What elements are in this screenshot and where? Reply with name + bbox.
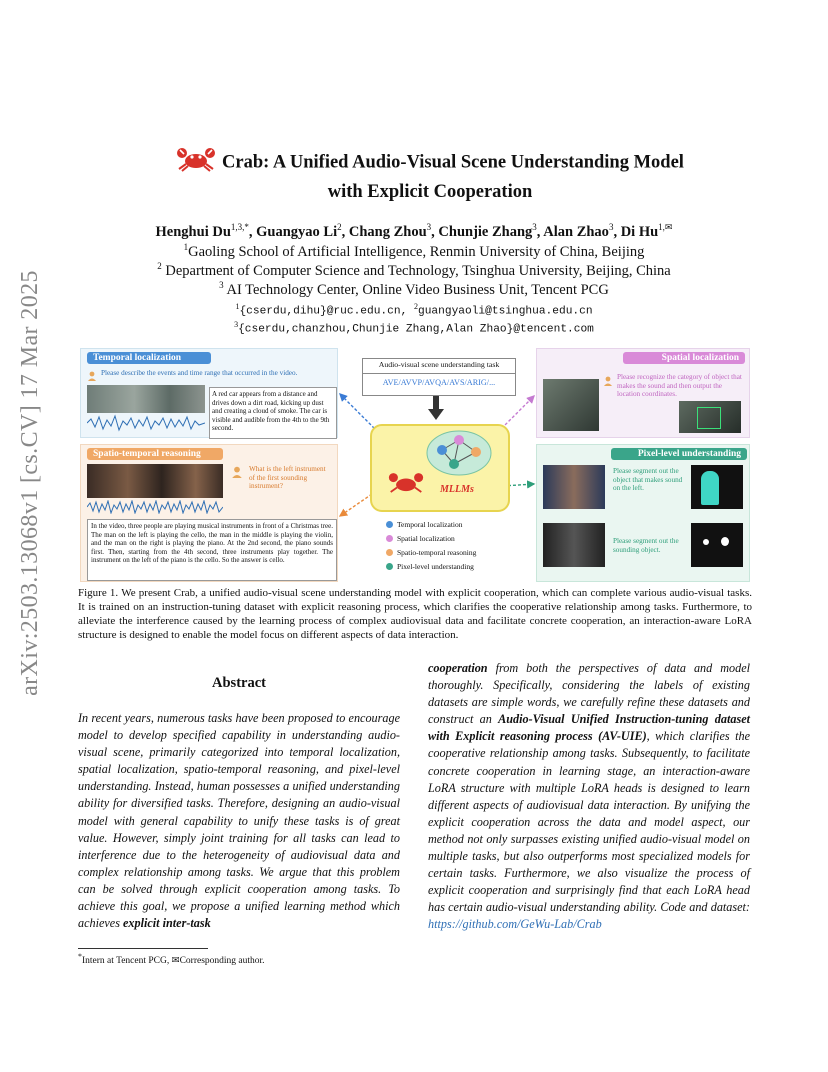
pixel-question-2: Please segment out the sounding object. [613, 537, 679, 554]
author: Di $Hu^{1,✉}$ [620, 222, 673, 240]
panel-title: Spatial localization [623, 352, 745, 364]
user-icon [603, 373, 613, 391]
spatiotemporal-answer: In the video, three people are playing musical instruments in front of a Christmas tree. The man on the left is playing the cello, the man in the middle is playing the violin, and the man on the right is playing the piano. At the 2nd second, the piano sounds first. Then, starting from the 4th second, three instruments play together. The instrument on the left of the piano is the cello. So the answer is cello. [87, 519, 337, 581]
affiliation-2: $^2$ Department of Computer Science and Technology, Tsinghua University, Beijing, China [157, 261, 671, 279]
crab-icon [388, 470, 424, 501]
panel-title: Spatio-temporal reasoning [87, 448, 223, 460]
panel-title: Pixel-level understanding [611, 448, 747, 460]
down-arrow-icon [428, 396, 444, 425]
temporal-answer: A red car appears from a distance and drives down a dirt road, kicking up dust and creating a cloud of smoke. The car is visible and audible from the 4th to the 9th second. [209, 387, 337, 439]
footnote-rule [78, 948, 208, 949]
legend-item: Pixel-level understanding [386, 562, 474, 571]
author: Chunjie Zhang$^3$ [438, 222, 537, 240]
model-label: MLLMs [440, 484, 474, 495]
legend-item: Spatio-temporal reasoning [386, 548, 476, 557]
network-cloud-icon [424, 428, 494, 478]
figure-caption: Figure 1. We present Crab, a unified audio-visual scene understanding model with explicit cooperation, which can complete various audio-visual tasks. It is trained on an instruction-tuning dataset with explicit reasoning process, which clarifies the cooperative relationship among tasks. Furthermore, to alleviate the interference caused by the learning process of complex audiovisual data and facilitate concrete cooperation, an interaction-aware LoRA structure is designed to enable the model focus on different aspects of data interaction. [78, 587, 752, 641]
task-label: Audio-visual scene understanding task [363, 361, 515, 374]
code-link[interactable]: https://github.com/GeWu-Lab/Crab [428, 917, 602, 932]
affiliation-1: $^1$Gaoling School of Artificial Intelligence, Renmin University of China, Beijing [183, 242, 645, 260]
author-list: Henghui $Du^{1,3,*}$, Guangyao Li$^2$, Chang Zhou$^3$, Chunjie Zhang$^3$, Alan Zhao$^3$, Di $Hu^{1,✉}$ [155, 222, 673, 240]
spatial-question: Please recognize the category of object that makes the sound and then output the location coordinates. [617, 373, 742, 399]
panel-temporal-localization [80, 348, 338, 438]
pixel-frame-2 [543, 523, 605, 567]
spatiotemporal-question: What is the left instrument of the first sounding instrument? [249, 465, 326, 491]
spatial-frame-2 [679, 401, 741, 433]
spatial-frame-1 [543, 379, 599, 431]
title-line-1: Crab: A Unified Audio-Visual Scene Understanding Model [222, 152, 684, 173]
panel-spatio-temporal-reasoning [80, 444, 338, 582]
audio-waveform [87, 500, 223, 514]
author: Alan Zhao$^3$ [543, 222, 614, 240]
pixel-question-1: Please segment out the object that makes sound on the left. [613, 467, 683, 493]
affiliation-3: $^3$ AI Technology Center, Online Video Business Unit, Tencent PCG [219, 280, 609, 298]
mllm-model-box [370, 424, 510, 512]
temporal-question: Please describe the events and time range that occurred in the video. [101, 369, 298, 377]
email-line-2: $^3${cserdu,chanzhou,Chunjie Zhang,Alan Zhao}@tencent.com [234, 320, 594, 336]
author: Henghui $Du^{1,3,*}$ [155, 222, 249, 240]
email-line-1: $^1${cserdu,dihu}@ruc.edu.cn, $^2$guangyaoli@tsinghua.edu.cn [235, 302, 593, 318]
pixel-frame-1 [543, 465, 605, 509]
video-frames-road [87, 385, 205, 413]
user-icon [231, 465, 243, 483]
segmentation-mask-1 [691, 465, 743, 509]
task-list: AVE/AVVP/AVQA/AVS/ARIG/... [382, 378, 496, 387]
author: Guangyao Li$^2$ [256, 222, 342, 240]
abstract-right-column: cooperation from both the perspectives of data and model thoroughly. Specifically, considering the labels of existing datasets are simple words, we carefully refine these datasets and construct an Audio-Visual Unified Instruction-tuning dataset with Explicit reasoning process (AV-UIE), which clarifies the cooperative relationship among tasks. Subsequently, to facilitate concrete cooperation in learning stage, an interaction-aware LoRA structure with multiple LoRA heads is designed to learn different aspects of audiovisual data interaction. By unifying the explicit cooperation across the data and model aspect, our method not only surpasses existing unified audio-visual model on multiple tasks, but also outperforms most specialized models for certain tasks. Furthermore, we also visualize the process of explicit cooperation and surprisingly find that each LoRA head has certain audio-visual understanding ability. Code and dataset: https://github.com/GeWu-Lab/Crab [428, 661, 751, 932]
title-line-2: with Explicit Cooperation [327, 182, 533, 202]
panel-title: Temporal localization [87, 352, 211, 364]
abstract-heading: Abstract [212, 675, 266, 691]
paper-title [120, 146, 740, 205]
crab-logo-icon [176, 146, 216, 180]
video-frames-musicians [87, 464, 223, 498]
figure-1 [78, 344, 752, 584]
arxiv-stamp: arXiv:2503.13068v1 [cs.CV] 17 Mar 2025 [17, 270, 43, 696]
author: Chang Zhou$^3$ [348, 222, 432, 240]
panel-spatial-localization [536, 348, 750, 438]
abstract-left-column: In recent years, numerous tasks have been proposed to encourage model to develop specified capability in understanding audio-visual scene, primarily categorized into temporal localization, spatial localization, spatio-temporal reasoning, and pixel-level understanding. Instead, human possesses a unified understanding ability for diversified tasks. Therefore, designing an audio-visual model with general capability to unify these tasks is of great value. However, simply joint training for all tasks can lead to interference due to the heterogeneity of audiovisual data and complex relationship among tasks. We argue that this problem can be solved through explicit cooperation among tasks. To achieve this goal, we propose a unified learning method which achieves explicit inter-task [78, 711, 400, 931]
panel-pixel-level-understanding [536, 444, 750, 582]
segmentation-mask-2 [691, 523, 743, 567]
bounding-box [697, 407, 721, 429]
legend-item: Temporal localization [386, 520, 463, 529]
user-icon [87, 368, 97, 386]
audio-waveform [87, 414, 205, 432]
task-box [362, 358, 516, 396]
footnote: *Intern at Tencent PCG, ✉Corresponding author. [78, 952, 265, 967]
dataset-name: Audio-Visual Unified Instruction-tuning dataset with Explicit reasoning process [428, 712, 751, 744]
legend-item: Spatial localization [386, 534, 455, 543]
